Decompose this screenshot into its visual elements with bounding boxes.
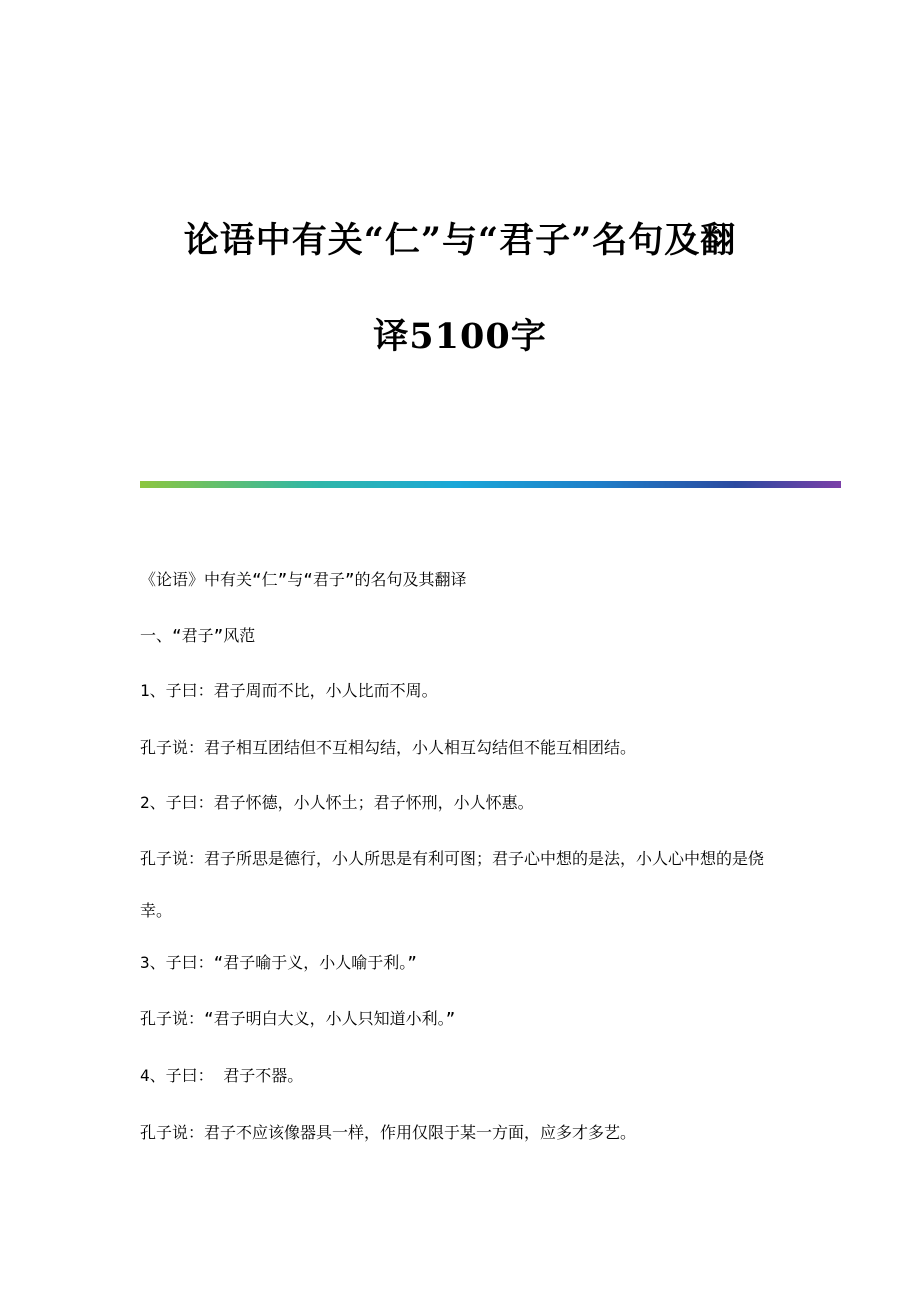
paragraph: 孔子说：君子相互团结但不互相勾结，小人相互勾结但不能互相团结。 xyxy=(140,738,637,757)
paragraph: 3、子曰：“君子喻于义，小人喻于利。” xyxy=(140,953,417,972)
document-title-line-2: 译5100字 xyxy=(373,316,547,357)
paragraph: 孔子说：君子所思是德行，小人所思是有利可图；君子心中想的是法，小人心中想的是侥幸。 xyxy=(140,849,765,920)
paragraph: 孔子说：“君子明白大义，小人只知道小利。” xyxy=(140,1009,456,1028)
paragraph: 1、子曰：君子周而不比，小人比而不周。 xyxy=(140,681,438,700)
paragraph: 4、子曰： 君子不器。 xyxy=(140,1066,304,1085)
section-heading: 《论语》中有关“仁”与“君子”的名句及其翻译 xyxy=(140,570,467,589)
subsection-heading: 一、“君子”风范 xyxy=(140,626,256,645)
paragraph: 孔子说：君子不应该像器具一样，作用仅限于某一方面，应多才多艺。 xyxy=(140,1123,637,1142)
paragraph: 2、子曰：君子怀德，小人怀土；君子怀刑，小人怀惠。 xyxy=(140,793,534,812)
document-title-line-1: 论语中有关“仁”与“君子”名句及翻 xyxy=(183,220,737,261)
gradient-divider xyxy=(140,481,841,488)
